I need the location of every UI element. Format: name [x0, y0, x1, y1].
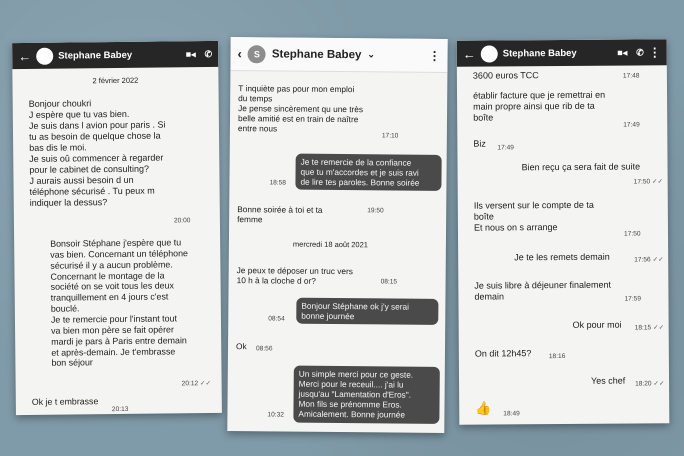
message-time: 18:58 — [269, 179, 286, 187]
back-arrow-icon[interactable]: ← — [462, 46, 476, 62]
message-time: 17:59 — [624, 295, 642, 303]
message-received: T inquiète pas pour mon emploi du temps Je pense sincèrement qu une très belle amitié est en train de naître entre nous — [237, 83, 364, 134]
message-received: On dit 12h45? — [474, 348, 532, 359]
more-options-icon[interactable]: ⋮ — [428, 48, 441, 63]
contact-name[interactable]: Stephane Babey — [58, 49, 133, 62]
date-separator: 2 février 2022 — [92, 75, 139, 86]
message-time: 08:56 — [255, 345, 273, 353]
contact-name[interactable]: Stephane Babey — [502, 47, 577, 59]
message-sent: Yes chef — [591, 375, 626, 386]
video-icon[interactable]: ■◂ — [185, 48, 196, 59]
double-check-icon: ✓✓ — [653, 324, 665, 332]
message-time: 17:49 — [497, 144, 514, 152]
message-time: 17:50 — [623, 230, 641, 238]
message-received: Biz — [473, 138, 486, 149]
message-time: 08:54 — [268, 315, 285, 323]
video-icon[interactable]: ■◂ — [617, 47, 628, 58]
chat-header — [12, 41, 218, 69]
message-sent: Je te remercie de la confiance que tu m'accordes et je suis ravi de lire tes paroles. Bonne soirée — [295, 154, 441, 192]
message-sent: Bien reçu ça sera fait de suite — [521, 161, 641, 173]
double-check-icon: ✓✓ — [651, 178, 664, 186]
message-received: Ok — [235, 341, 247, 352]
chat-header — [230, 37, 447, 73]
avatar[interactable]: S — [248, 45, 266, 63]
avatar[interactable] — [36, 47, 53, 64]
more-options-icon[interactable]: ⋮ — [648, 45, 661, 60]
chat-screenshot-2 — [227, 37, 447, 433]
message-time: 20:00 — [173, 217, 191, 225]
message-time: 17:50 ✓✓ — [633, 178, 664, 186]
date-separator: mercredi 18 août 2021 — [292, 239, 369, 250]
message-time: 19:50 — [367, 207, 384, 215]
message-received: Bonne soirée à toi et ta femme — [237, 204, 323, 225]
chat-screenshot-3 — [457, 39, 670, 424]
message-received: Je suis libre à déjeuner finalement demain — [474, 279, 611, 302]
message-time: 18:16 — [548, 352, 566, 361]
message-time: 10:32 — [267, 411, 284, 419]
double-check-icon: ✓✓ — [199, 380, 212, 388]
message-sent: Bonjour Stéphane ok j'y serai bonne journée — [296, 298, 438, 325]
message-time: 17:56 ✓✓ — [634, 256, 664, 264]
message-sent: Bonsoir Stéphane j'espère que tu vas bien. Concernant un téléphone sécurisé il y a aucun problème. Concernant le montage de la société on se voit tous les deux tranquillement en 4 jours c'est bouclé. Je te remercie pour l'instant tout va bien mon père se fait opérer mardi je pars à Paris entre demain et après-demain. Je t'embrasse bon séjour — [50, 237, 188, 369]
phone-icon[interactable]: ✆ — [636, 46, 644, 57]
message-time: 18:15 ✓✓ — [634, 324, 665, 332]
message-time: 17:49 — [623, 121, 640, 129]
contact-name[interactable]: Stephane Babey — [271, 47, 362, 61]
message-sent: Je te les remets demain — [514, 251, 610, 263]
back-arrow-icon[interactable]: ‹ — [237, 46, 242, 62]
back-arrow-icon[interactable]: ← — [18, 48, 32, 64]
message-time: 20:13 — [111, 405, 129, 414]
message-received: Ils versent sur le compte de ta boîte Et nous on s arrange — [473, 199, 594, 233]
message-received: Ok je t embrasse — [31, 396, 99, 407]
phone-icon[interactable]: ✆ — [204, 48, 213, 59]
double-check-icon: ✓✓ — [653, 380, 665, 388]
chat-screenshot-1 — [12, 41, 222, 415]
message-time: 17:48 — [622, 72, 640, 80]
message-received: établir facture que je remettrai en main propre ainsi que rib de ta boîte — [473, 89, 606, 123]
avatar[interactable] — [481, 45, 498, 62]
message-time: 20:12 ✓✓ — [181, 380, 212, 388]
message-time: 17:10 — [381, 132, 399, 140]
message-received: Je peux te déposer un truc vers 10 h à la cloche d or? — [236, 265, 353, 286]
chat-header — [457, 39, 667, 66]
message-time: 18:20 ✓✓ — [635, 380, 665, 388]
message-time: 08:15 — [380, 278, 398, 286]
message-sent: Un simple merci pour ce geste. Merci pour le receuil.... j'ai lu jusqu'au "Lamentation d'Eros". Mon fils se prénomme Eros. Amicalement. Bonne journée — [293, 366, 439, 424]
message-time: 18:49 — [503, 410, 520, 418]
chevron-down-icon[interactable]: ⌄ — [367, 49, 375, 60]
message-sent: Ok pour moi — [572, 319, 622, 330]
message-received: Bonjour choukri J espère que tu vas bien. Je suis dans l avion pour paris . Si tu as besoin de quelque chose la bas dis le moi. Je suis oû commencer à regarder pour le cabinet de consulting? J aurais aussi besoin d un téléphone sécurisé . Tu peux m indiquer la dessus? — [28, 98, 166, 208]
message-received: 3600 euros TCC — [472, 70, 539, 81]
double-check-icon: ✓✓ — [652, 256, 664, 264]
thumbs-up-icon: 👍 — [475, 400, 492, 416]
